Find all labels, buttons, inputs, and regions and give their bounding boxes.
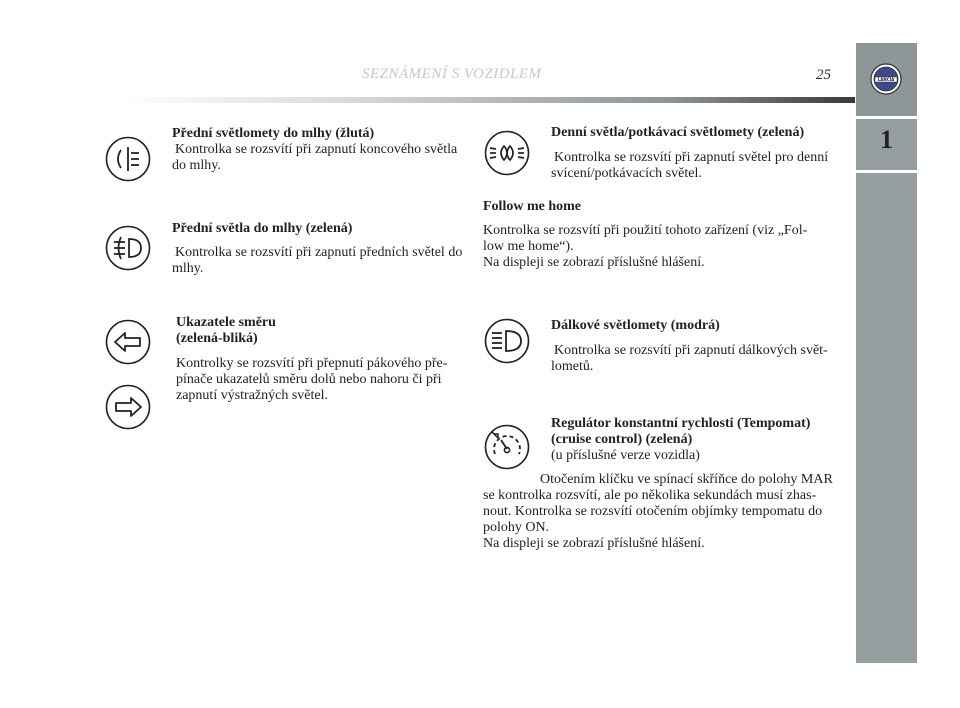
header-divider bbox=[120, 97, 855, 103]
daytime-running-light-icon bbox=[484, 130, 530, 176]
follow-me-text: Kontrolka se rozsvítí při použití tohoto zařízení (viz „Fol- bbox=[483, 223, 808, 238]
page-number: 25 bbox=[816, 67, 831, 83]
chapter-number: 1 bbox=[880, 125, 893, 154]
right-arrow-icon bbox=[105, 384, 151, 430]
cruise-text: polohy ON. bbox=[483, 520, 550, 535]
daylight-text: Kontrolka se rozsvítí při zapnutí světel pro denní bbox=[554, 150, 829, 165]
fog-front-yellow-text: do mlhy. bbox=[172, 158, 221, 173]
lancia-logo-icon bbox=[870, 63, 902, 95]
running-header: SEZNÁMENÍ S VOZIDLEM bbox=[362, 66, 542, 82]
front-fog-light-icon bbox=[105, 136, 151, 182]
follow-me-text: low me home“). bbox=[483, 239, 574, 254]
daylight-text: svícení/potkávacích světel. bbox=[551, 166, 702, 181]
fog-front-green-title: Přední světla do mlhy (zelená) bbox=[172, 221, 353, 236]
svg-text:LANCIA: LANCIA bbox=[877, 77, 895, 83]
cruise-title: (cruise control) (zelená) bbox=[551, 432, 693, 447]
cruise-version: (u příslušné verze vozidla) bbox=[551, 448, 700, 463]
daylight-title: Denní světla/potkávací světlomety (zelená) bbox=[551, 125, 805, 140]
fog-front-yellow-text: Kontrolka se rozsvítí při zapnutí koncového světla bbox=[175, 142, 458, 157]
indicators-text: zapnutí výstražných světel. bbox=[176, 388, 329, 403]
high-beam-title: Dálkové světlomety (modrá) bbox=[551, 318, 720, 333]
indicators-title: Ukazatele směru bbox=[176, 315, 276, 330]
cruise-text: nout. Kontrolka se rozsvítí otočením objímky tempomatu do bbox=[483, 504, 823, 519]
tab-separator bbox=[856, 170, 917, 173]
follow-me-text: Na displeji se zobrazí příslušné hlášení. bbox=[483, 255, 705, 270]
tab-separator bbox=[856, 116, 917, 119]
fog-front-green-text: mlhy. bbox=[172, 261, 204, 276]
cruise-title: Regulátor konstantní rychlosti (Tempomat) bbox=[551, 416, 811, 431]
cruise-text: Na displeji se zobrazí příslušné hlášení. bbox=[483, 536, 705, 551]
front-fog-light-green-icon bbox=[105, 225, 151, 271]
cruise-text: se kontrolka rozsvítí, ale po několika sekundách musí zhas- bbox=[483, 488, 817, 503]
high-beam-icon bbox=[484, 318, 530, 364]
left-arrow-icon bbox=[105, 319, 151, 365]
cruise-control-icon bbox=[484, 424, 530, 470]
indicators-text: pínače ukazatelů směru dolů nebo nahoru či při bbox=[176, 372, 442, 387]
high-beam-text: Kontrolka se rozsvítí při zapnutí dálkových svět- bbox=[554, 343, 828, 358]
fog-front-green-text: Kontrolka se rozsvítí při zapnutí předních světel do bbox=[175, 245, 463, 260]
indicators-title: (zelená-bliká) bbox=[176, 331, 258, 346]
follow-me-title: Follow me home bbox=[483, 199, 581, 214]
indicators-text: Kontrolky se rozsvítí při přepnutí pákového pře- bbox=[176, 356, 448, 371]
cruise-text: Otočením klíčku ve spínací skříňce do polohy MAR bbox=[540, 472, 833, 487]
high-beam-text: lometů. bbox=[551, 359, 594, 374]
fog-front-yellow-title: Přední světlomety do mlhy (žlutá) bbox=[172, 126, 375, 141]
